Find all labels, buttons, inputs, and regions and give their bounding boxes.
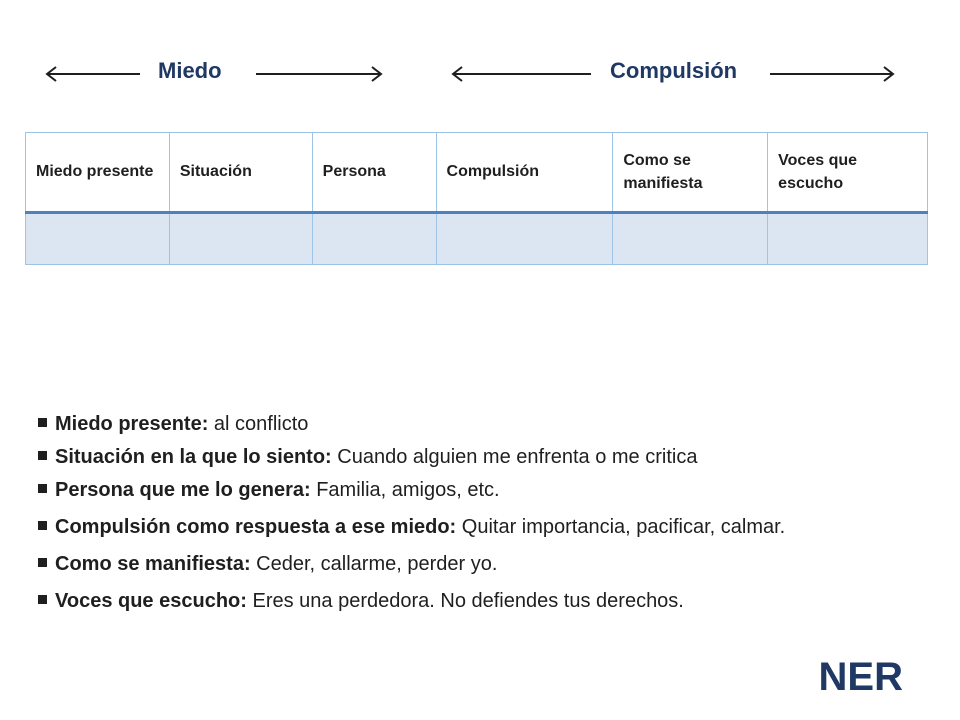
column-header: Compulsión [436, 133, 613, 213]
table-cell[interactable] [169, 213, 312, 265]
definition-term: Miedo presente: [55, 413, 209, 435]
list-item [38, 511, 785, 544]
definition-term: Persona que me lo genera: [55, 479, 311, 501]
list-item [38, 548, 785, 581]
definitions-list [38, 408, 785, 618]
list-item [38, 474, 785, 507]
bullet-icon [38, 595, 47, 604]
table-cell[interactable] [613, 213, 768, 265]
table-header-row [26, 133, 928, 213]
bullet-icon [38, 418, 47, 427]
bullet-icon [38, 521, 47, 530]
miedo-header: Miedo [158, 58, 222, 83]
compulsion-header: Compulsión [610, 58, 738, 83]
definition-text: al conflicto [208, 413, 309, 435]
column-header: Situación [169, 133, 312, 213]
definition-term: Voces que escucho: [55, 590, 247, 612]
definition-text: Cuando alguien me enfrenta o me critica [331, 446, 698, 468]
table-cell[interactable] [436, 213, 613, 265]
list-item [38, 441, 785, 474]
definition-text: Quitar importancia, pacificar, calmar. [456, 516, 786, 538]
column-header: Miedo presente [26, 133, 170, 213]
column-header: Como se manifiesta [613, 133, 768, 213]
bullet-icon [38, 558, 47, 567]
table-row [26, 213, 928, 265]
compulsion-left-arrow-icon [450, 62, 595, 86]
bullet-icon [38, 451, 47, 460]
table-cell[interactable] [26, 213, 170, 265]
column-header: Persona [312, 133, 436, 213]
list-item [38, 408, 785, 441]
definition-term: Como se manifiesta: [55, 553, 251, 575]
definition-term: Compulsión como respuesta a ese miedo: [55, 516, 457, 538]
miedo-right-arrow-icon [254, 62, 384, 86]
compulsion-right-arrow-icon [768, 62, 896, 86]
definition-text: Eres una perdedora. No defiendes tus derechos. [246, 590, 684, 612]
table-cell[interactable] [312, 213, 436, 265]
table-cell[interactable] [768, 213, 928, 265]
column-header: Voces que escucho [768, 133, 928, 213]
list-item [38, 585, 785, 618]
definition-text: Familia, amigos, etc. [310, 479, 500, 501]
definition-term: Situación en la que lo siento: [55, 446, 332, 468]
definition-text: Ceder, callarme, perder yo. [250, 553, 498, 575]
fear-compulsion-table [25, 132, 928, 265]
miedo-left-arrow-icon [44, 62, 144, 86]
bullet-icon [38, 484, 47, 493]
footer-mark: NER [818, 655, 903, 699]
